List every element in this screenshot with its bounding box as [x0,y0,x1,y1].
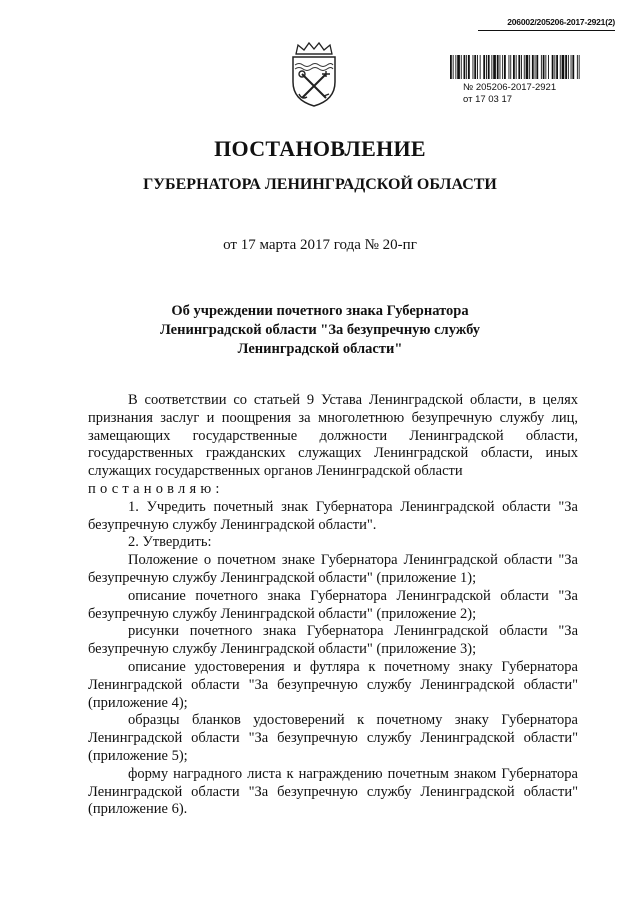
barcode-bar [468,55,470,79]
barcode-bar [579,55,580,79]
barcode-date: от 17 03 17 [463,94,513,105]
barcode-bar [513,55,515,79]
barcode-bar [560,55,561,79]
barcode-bar [556,55,558,79]
document-subtitle: ГУБЕРНАТОРА ЛЕНИНГРАДСКОЙ ОБЛАСТИ [143,176,497,193]
document-body [88,392,578,819]
barcode-bar [562,55,565,79]
barcode-bar [493,55,496,79]
barcode-bar [450,55,452,79]
decree-item: Положение о почетном знаке Губернатора Ленинградской области "За безупречную службу Ленинградской области" (приложение 1); [88,552,578,586]
barcode-bar [577,55,578,79]
barcode-bar [473,55,474,79]
decree-item: рисунки почетного знака Губернатора Ленинградской области "За безупречную службу Ленинградской области" (приложение 3); [88,623,578,658]
barcode-bar [486,55,487,79]
barcode-bar [504,55,506,79]
barcode-bar [516,55,517,79]
decree-item: форму наградного листа к награждению почетным знаком Губернатора Ленинградской области "За безупречную службу Ленинградской области" (приложение 6). [88,765,578,818]
barcode-bar [453,55,454,79]
barcode-bar [466,55,467,79]
barcode-bar [483,55,485,79]
decree-item: описание удостоверения и футляра к почетному знаку Губернатора Ленинградской области "За безупречную службу Ленинградской области" (приложение 4); [88,658,578,711]
registration-code-underline [478,30,615,31]
barcode-bar [464,55,466,79]
barcode-bar [545,55,546,79]
barcode-bar [461,55,462,79]
barcode-bar [552,55,554,79]
barcode-bar [568,55,569,79]
heading-line: Ленинградской области "За безупречную службу [159,322,481,338]
barcode-bar [509,55,510,79]
barcode-bar [529,55,530,79]
barcode-bar [480,55,481,79]
barcode-bar [510,55,511,79]
barcode-bar [524,55,525,79]
barcode-bar [543,55,545,79]
barcode-icon [450,55,580,79]
heading-line: Ленинградской области" [237,341,403,357]
barcode-bar [500,55,501,79]
barcode-bar [497,55,499,79]
barcode-bar [535,55,536,79]
barcode-bar [565,55,567,79]
barcode-bar [521,55,522,79]
barcode-bar [571,55,572,79]
decree-item: описание почетного знака Губернатора Ленинградской области "За безупречную службу Ленинградской области" (приложение 2); [88,587,578,622]
decree-word: постановляю: [88,480,224,497]
document-title: ПОСТАНОВЛЕНИЕ [214,136,426,161]
barcode-number: № 205206-2017-2921 [463,82,557,93]
barcode-bar [491,55,492,79]
decree-item: образцы бланков удостоверений к почетному знаку Губернатора Ленинградской области "За безупречную службу Ленинградской области" (приложение 5); [88,712,578,764]
decree-item: 2. Утвердить: [128,534,212,551]
barcode-bar [477,55,478,79]
barcode-bar [526,55,529,79]
barcode-bar [474,55,476,79]
barcode-bar [548,55,549,79]
barcode-bar [532,55,534,79]
heading-line: Об учреждении почетного знака Губернатора [171,303,469,319]
barcode-bar [541,55,542,79]
barcode-bar [518,55,520,79]
barcode-info [463,82,556,106]
barcode-bar [502,55,503,79]
barcode-bar [457,55,460,79]
document-registration-code: 206002/205206-2017-2921(2) [507,17,615,27]
barcode-bar [536,55,538,79]
barcode-bar [554,55,555,79]
barcode-bar [455,55,456,79]
document-date-number: от 17 марта 2017 года № 20-пг [223,237,417,253]
leningrad-oblast-coat-of-arms-icon [288,40,340,108]
barcode-bar [488,55,490,79]
resolution-heading [120,302,520,359]
intro-paragraph: В соответствии со статьей 9 Устава Ленинградской области, в целях признания заслуг и поощрения за многолетнюю безупречную службу лиц, замещающих государственные должности Ленинградской области, государственных гражданских служащих Ленинградской области, иных служащих государственных органов Ленинградской области [88,392,578,480]
barcode-bar [572,55,574,79]
decree-item: 1. Учредить почетный знак Губернатора Ленинградской области "За безупречную службу Ленинградской области". [88,498,578,533]
